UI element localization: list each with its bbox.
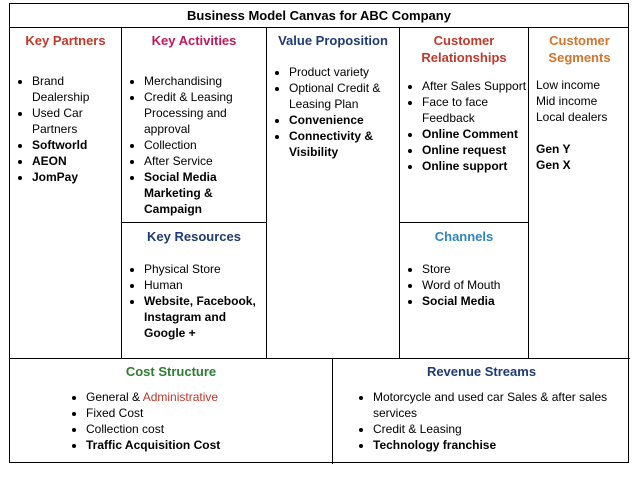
value-proposition-block <box>266 27 400 359</box>
list-item: • Convenience <box>289 112 399 128</box>
channels-list <box>400 261 528 309</box>
canvas-title: Business Model Canvas for ABC Company <box>10 4 628 28</box>
list-item: • Used Car Partners <box>32 105 121 137</box>
segment-line: Gen Y <box>536 142 571 156</box>
list-item: • Word of Mouth <box>422 277 528 293</box>
key-resources-list <box>122 261 266 341</box>
list-item <box>86 389 332 405</box>
list-item: • Online support <box>422 158 528 174</box>
customer-relationships-heading: Customer Relationships <box>421 33 507 65</box>
segment-line <box>529 125 630 141</box>
list-item: • Collection cost <box>86 421 332 437</box>
value-proposition-heading: Value Proposition <box>278 33 388 48</box>
customer-segments-list <box>529 77 630 173</box>
list-item: • After Service <box>144 153 266 169</box>
customer-segments-heading: Customer Segments <box>548 33 611 65</box>
cost-structure-heading: Cost Structure <box>125 364 217 379</box>
list-item: • Softworld <box>32 137 121 153</box>
list-item: • Credit & Leasing <box>373 421 612 437</box>
key-resources-block <box>121 222 267 359</box>
segment-line: Gen X <box>536 158 571 172</box>
customer-relationships-block <box>399 27 529 223</box>
list-item: • AEON <box>32 153 121 169</box>
business-model-canvas <box>9 3 629 463</box>
list-item: • Store <box>422 261 528 277</box>
list-item: • JomPay <box>32 169 121 185</box>
key-partners-heading: Key Partners <box>25 33 106 48</box>
key-resources-heading: Key Resources <box>147 229 241 244</box>
key-partners-block <box>10 27 122 359</box>
key-activities-heading: Key Activities <box>151 33 237 48</box>
channels-heading: Channels <box>434 229 494 244</box>
list-item: • Merchandising <box>144 73 266 89</box>
value-proposition-list <box>267 64 399 160</box>
list-item: • Connectivity & Visibility <box>289 128 399 160</box>
key-activities-block <box>121 27 267 223</box>
list-item: • Brand Dealership <box>32 73 121 105</box>
list-item: • Online Comment <box>422 126 528 142</box>
list-item: • Website, Facebook, Instagram and Google + <box>144 293 266 341</box>
segment-line: Local dealers <box>536 110 608 124</box>
segment-line: Low income <box>536 78 601 92</box>
cost-structure-list <box>10 389 332 453</box>
list-item-highlight: Administrative <box>142 390 219 404</box>
revenue-streams-heading: Revenue Streams <box>426 364 537 379</box>
list-item: • Online request <box>422 142 528 158</box>
revenue-streams-block <box>332 358 630 464</box>
list-item: • Face to face Feedback <box>422 94 528 126</box>
key-partners-list <box>10 73 121 185</box>
list-item: • Optional Credit & Leasing Plan <box>289 80 399 112</box>
list-item: • Physical Store <box>144 261 266 277</box>
list-item: • Traffic Acquisition Cost <box>86 437 332 453</box>
list-item: • Collection <box>144 137 266 153</box>
customer-segments-block <box>528 27 630 359</box>
list-item: • Social Media <box>422 293 528 309</box>
list-item: • Motorcycle and used car Sales & after sales services <box>373 389 612 421</box>
list-item: • Credit & Leasing Processing and approval <box>144 89 266 137</box>
revenue-streams-list <box>333 389 630 453</box>
channels-block <box>399 222 529 359</box>
list-item: • Human <box>144 277 266 293</box>
list-item-text: General & <box>86 390 143 404</box>
list-item: • Product variety <box>289 64 399 80</box>
list-item: • Social Media Marketing & Campaign <box>144 169 266 217</box>
list-item: • Fixed Cost <box>86 405 332 421</box>
cost-structure-block <box>10 358 333 464</box>
list-item: • After Sales Support <box>422 78 528 94</box>
list-item: • Technology franchise <box>373 437 612 453</box>
segment-line: Mid income <box>536 94 598 108</box>
customer-relationships-list <box>400 78 528 174</box>
key-activities-list <box>122 73 266 217</box>
